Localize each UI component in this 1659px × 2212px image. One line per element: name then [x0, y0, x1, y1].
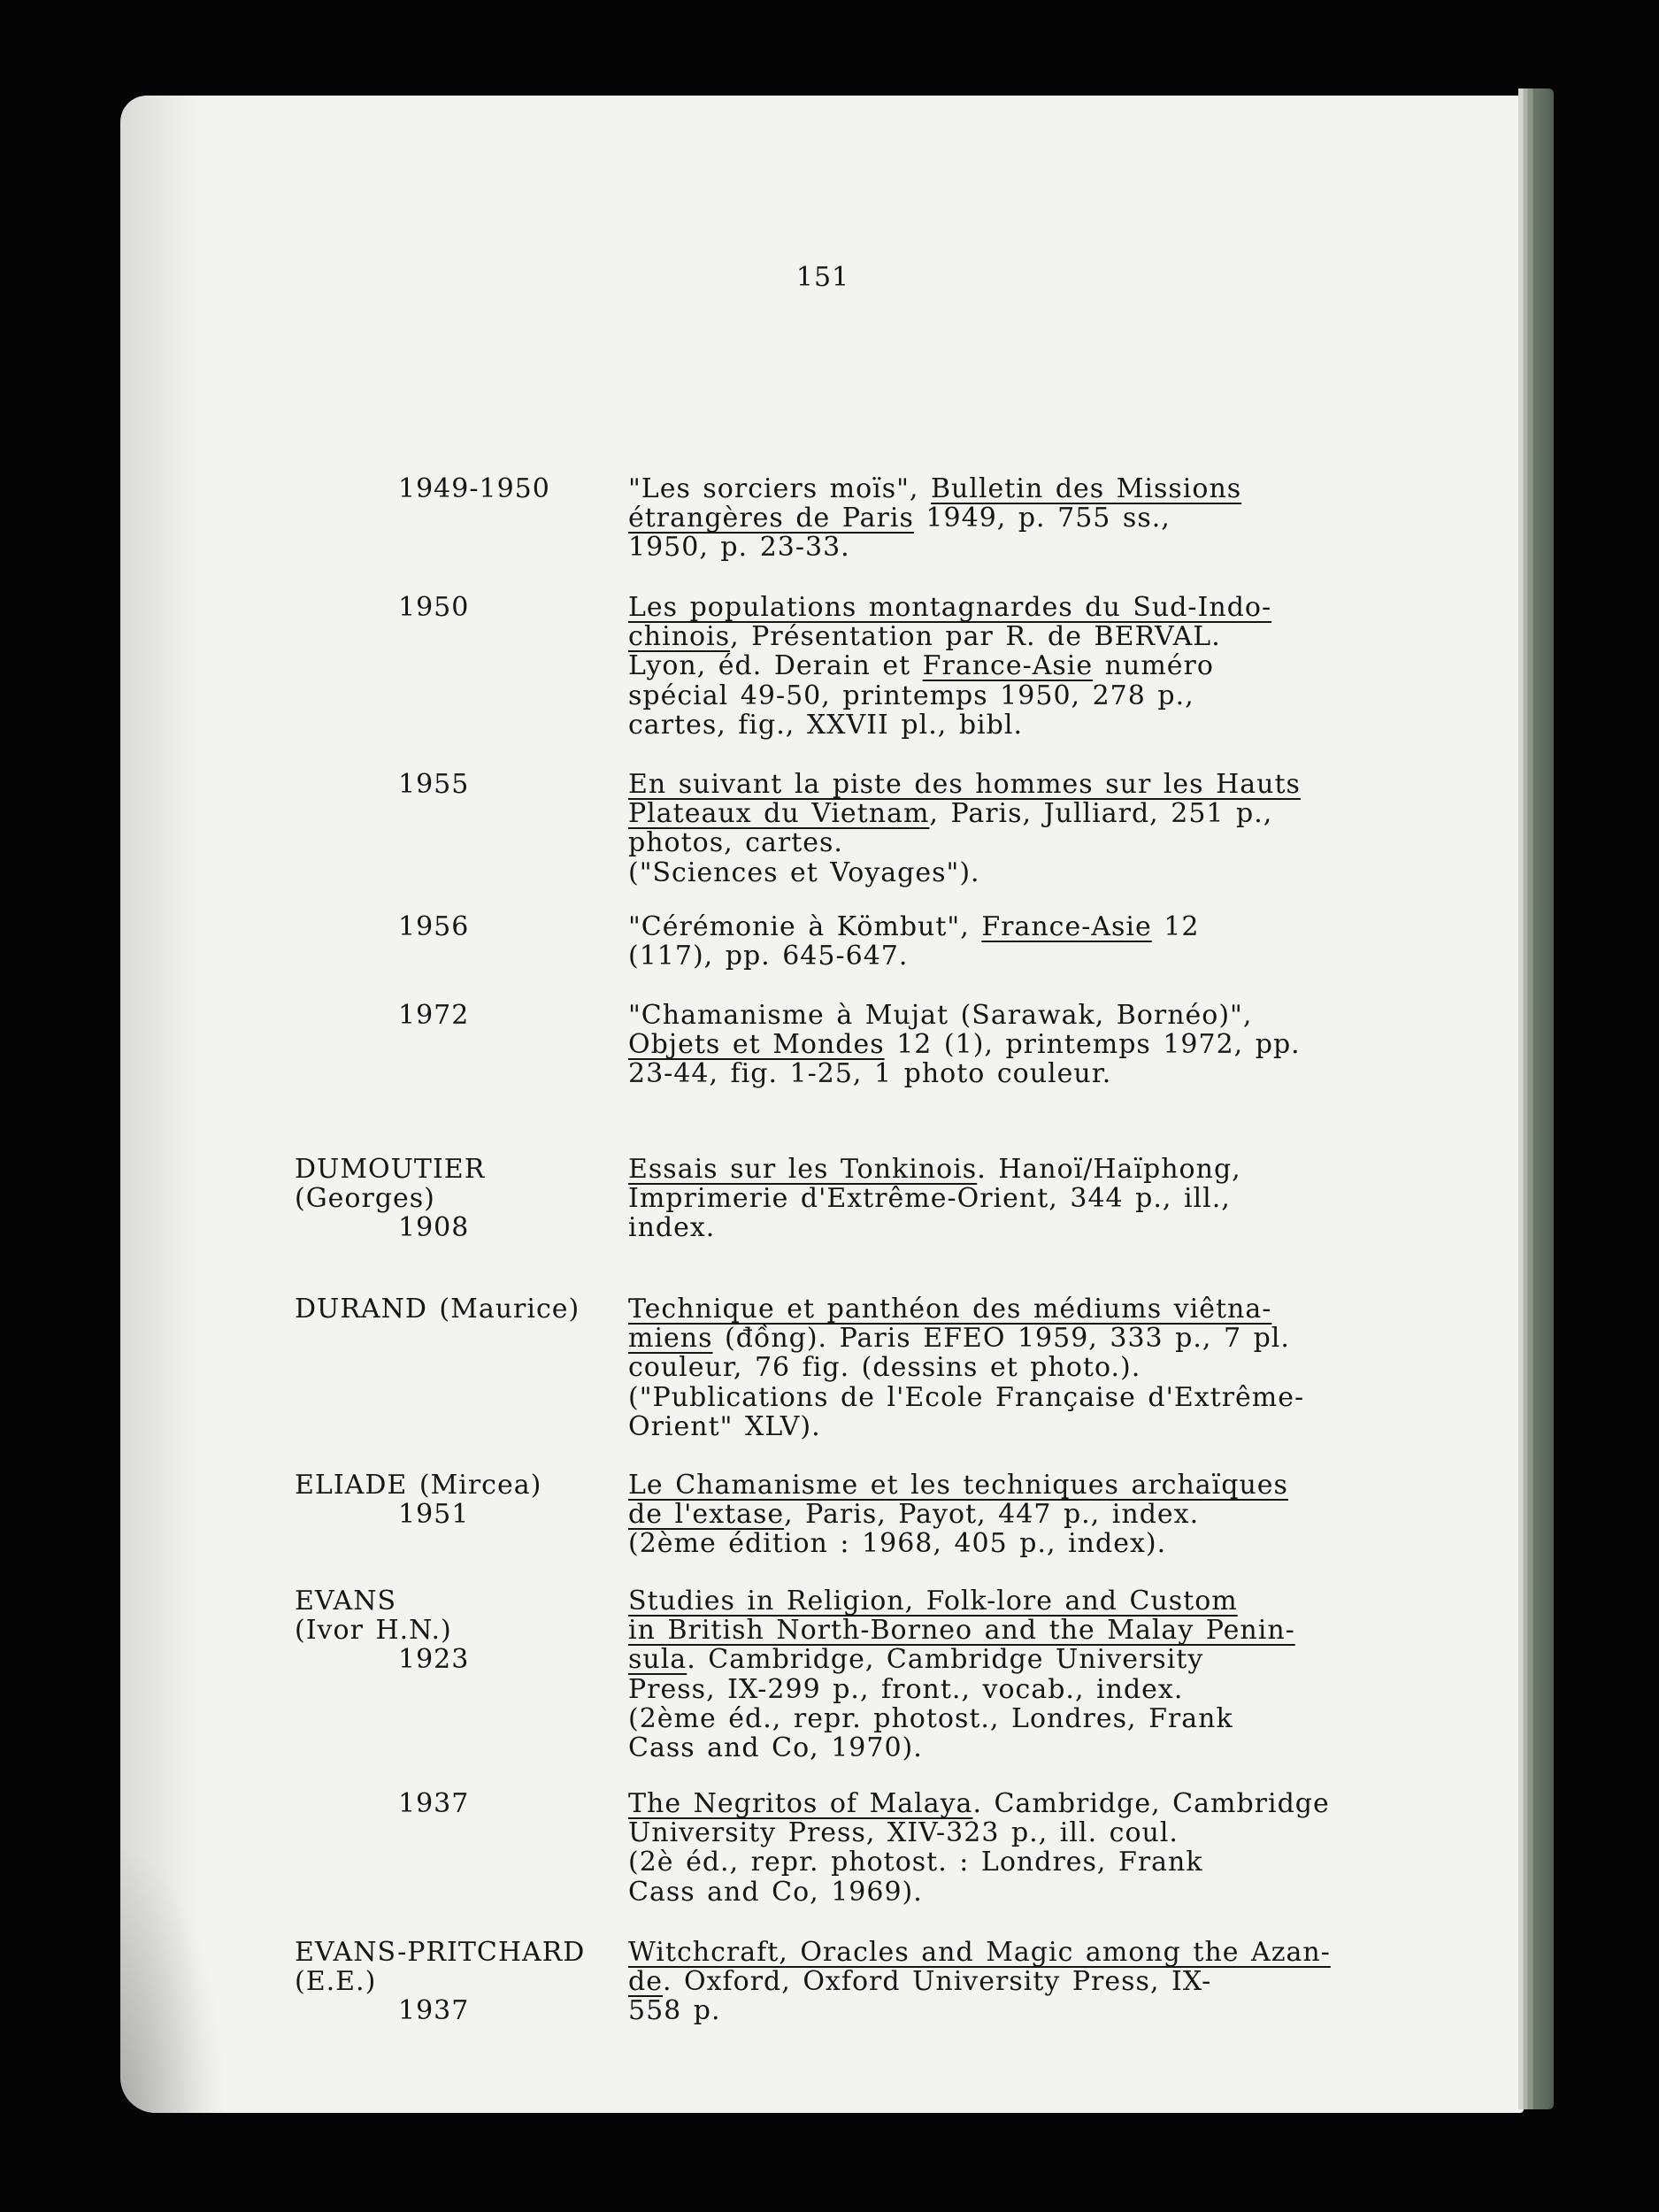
- citation-line: [628, 1645, 1295, 1674]
- citation: [628, 1586, 1295, 1763]
- citation-text: Lyon, éd. Derain et: [628, 650, 923, 682]
- author-column: [295, 1789, 469, 1818]
- citation-line: [628, 1529, 1288, 1558]
- author-column: [295, 912, 469, 941]
- author-column: [295, 1586, 469, 1675]
- entry-year: 1972: [398, 1000, 470, 1031]
- entry-year: 1951: [398, 1499, 470, 1531]
- citation-line: [628, 858, 1301, 887]
- citation-line: [628, 651, 1271, 680]
- entry-year: 1937: [398, 1995, 470, 2027]
- citation-line: [628, 503, 1241, 533]
- citation-line: [628, 533, 1241, 562]
- publication-title: Bulletin des Missions: [931, 473, 1242, 504]
- citation-text: 12 (1), printemps 1972, pp.: [884, 1029, 1301, 1061]
- author-column: [295, 593, 469, 622]
- publication-title: Witchcraft, Oracles and Magic among the Azan-: [628, 1937, 1331, 1968]
- citation-line: [628, 474, 1241, 503]
- citation-text: 23-44, fig. 1-25, 1 photo couleur.: [628, 1058, 1112, 1090]
- citation-line: [628, 828, 1301, 857]
- citation-line: [628, 1383, 1304, 1412]
- author-name: ELIADE (Mircea): [295, 1470, 542, 1501]
- citation-text: 1949, p. 755 ss.,: [913, 503, 1171, 534]
- citation: [628, 912, 1200, 971]
- entry-year: 1956: [398, 911, 470, 942]
- citation-text: 558 p.: [628, 1995, 721, 2027]
- book-page-edges: [1518, 88, 1554, 2109]
- publication-title: Essais sur les Tonkinois: [628, 1154, 978, 1185]
- author-column: [295, 1001, 469, 1030]
- citation-text: Press, IX-299 p., front., vocab., index.: [628, 1673, 1184, 1705]
- citation: [628, 474, 1241, 563]
- citation-text: . Oxford, Oxford University Press, IX-: [662, 1966, 1212, 1998]
- publication-title: Plateaux du Vietnam: [628, 798, 930, 830]
- citation-text: Cass and Co, 1969).: [628, 1876, 923, 1908]
- citation-line: [628, 1704, 1295, 1733]
- author-name: DUMOUTIER: [295, 1154, 486, 1185]
- citation-line: [628, 1471, 1288, 1500]
- citation-text: , Présentation par R. de BERVAL.: [730, 621, 1221, 653]
- citation-line: [628, 710, 1271, 740]
- citation-line: [628, 941, 1200, 971]
- citation-text: ("Publications de l'Ecole Française d'Extrême-: [628, 1381, 1305, 1413]
- citation-line: [628, 1155, 1241, 1184]
- author-column: [295, 770, 469, 799]
- citation-line: [628, 1878, 1330, 1907]
- citation-line: [628, 681, 1271, 710]
- entry-year: 1955: [398, 769, 470, 800]
- author-name: DURAND (Maurice): [295, 1294, 580, 1325]
- citation-line: [628, 1184, 1241, 1213]
- citation-text: , Paris, Payot, 447 p., index.: [784, 1499, 1200, 1531]
- entry-year: 1923: [398, 1644, 470, 1676]
- publication-title: Studies in Religion, Folk-lore and Custom: [628, 1586, 1238, 1617]
- citation-line: [628, 1938, 1331, 1967]
- citation-text: (117), pp. 645-647.: [628, 941, 909, 972]
- author-name: EVANS: [295, 1586, 396, 1617]
- citation: [628, 1471, 1288, 1559]
- citation: [628, 1789, 1330, 1907]
- citation-text: ("Sciences et Voyages").: [628, 856, 980, 888]
- author-column: [295, 1471, 541, 1529]
- citation-line: [628, 1500, 1288, 1529]
- citation-line: [628, 1733, 1295, 1763]
- citation-line: [628, 1353, 1304, 1382]
- citation-line: [628, 622, 1271, 651]
- publication-title: France-Asie: [981, 911, 1152, 942]
- citation-line: [628, 1818, 1330, 1847]
- citation-text: photos, cartes.: [628, 827, 843, 859]
- citation-line: [628, 799, 1301, 828]
- citation-text: "Cérémonie à Kömbut",: [628, 911, 982, 942]
- publication-title: The Negritos of Malaya: [628, 1788, 973, 1819]
- entry-year: 1937: [398, 1788, 470, 1819]
- publication-title: France-Asie: [922, 650, 1094, 682]
- publication-title: Les populations montagnardes du Sud-Indo-: [628, 592, 1272, 623]
- publication-title: étrangères de Paris: [628, 503, 914, 534]
- citation-line: [628, 1586, 1295, 1616]
- publication-title: miens: [628, 1323, 713, 1355]
- publication-title: chinois: [628, 621, 731, 653]
- citation-text: (2ème édition : 1968, 405 p., index).: [628, 1528, 1167, 1560]
- citation-line: [628, 1789, 1330, 1818]
- author-column: [295, 1294, 580, 1324]
- citation-text: "Chamanisme à Mujat (Sarawak, Bornéo)",: [628, 1000, 1253, 1031]
- citation-line: [628, 1412, 1304, 1441]
- author-column: [295, 1155, 485, 1243]
- publication-title: Objets et Mondes: [628, 1029, 885, 1061]
- citation-line: [628, 912, 1200, 941]
- publication-title: sula: [628, 1644, 687, 1676]
- citation-text: 12: [1151, 911, 1200, 942]
- author-name: (Georges): [295, 1183, 435, 1215]
- citation: [628, 770, 1301, 887]
- citation-text: numéro: [1093, 650, 1214, 682]
- citation-line: [628, 1030, 1301, 1059]
- citation-text: "Les sorciers moïs",: [628, 473, 931, 504]
- citation: [628, 1294, 1304, 1441]
- citation-text: , Paris, Julliard, 251 p.,: [929, 798, 1273, 830]
- entry-year: 1950: [398, 592, 470, 623]
- citation-line: [628, 593, 1271, 622]
- entry-year: 1949-1950: [398, 473, 550, 504]
- publication-title: Le Chamanisme et les techniques archaïques: [628, 1470, 1288, 1501]
- citation-text: (đồng). Paris EFEO 1959, 333 p., 7 pl.: [712, 1323, 1290, 1355]
- citation-text: (2ème éd., repr. photost., Londres, Frank: [628, 1702, 1233, 1734]
- publication-title: de l'extase: [628, 1499, 785, 1531]
- citation-text: 1950, p. 23-33.: [628, 532, 850, 564]
- citation-text: . Hanoï/Haïphong,: [977, 1154, 1241, 1185]
- citation-line: [628, 1324, 1304, 1353]
- citation-text: Imprimerie d'Extrême-Orient, 344 p., ill.,: [628, 1183, 1231, 1215]
- author-name: EVANS-PRITCHARD: [295, 1937, 586, 1968]
- citation-text: . Cambridge, Cambridge: [972, 1788, 1330, 1819]
- citation: [628, 593, 1271, 740]
- citation-line: [628, 1967, 1331, 1996]
- page-gutter-shadow: [120, 96, 200, 2113]
- publication-title: de: [628, 1966, 663, 1998]
- citation-line: [628, 1001, 1301, 1030]
- citation-line: [628, 1847, 1330, 1877]
- citation-line: [628, 1059, 1301, 1088]
- publication-title: En suivant la piste des hommes sur les Hauts: [628, 769, 1301, 800]
- page-corner-curl: [120, 1840, 227, 2113]
- publication-title: in British North-Borneo and the Malay Penin-: [628, 1615, 1295, 1647]
- citation-line: [628, 1996, 1331, 2025]
- author-column: [295, 1938, 585, 2026]
- entry-year: 1908: [398, 1212, 470, 1244]
- citation: [628, 1001, 1301, 1089]
- citation-text: couleur, 76 fig. (dessins et photo.).: [628, 1352, 1141, 1384]
- page-number: 151: [795, 262, 850, 293]
- citation: [628, 1938, 1331, 2026]
- citation-text: (2è éd., repr. photost. : Londres, Frank: [628, 1847, 1203, 1878]
- citation-text: University Press, XIV-323 p., ill. coul.: [628, 1817, 1179, 1849]
- citation-line: [628, 1616, 1295, 1645]
- citation-line: [628, 1213, 1241, 1242]
- citation-line: [628, 1675, 1295, 1704]
- citation-text: spécial 49-50, printemps 1950, 278 p.,: [628, 680, 1194, 711]
- citation-text: cartes, fig., XXVII pl., bibl.: [628, 709, 1023, 741]
- author-name: (E.E.): [295, 1966, 377, 1998]
- citation-line: [628, 1294, 1304, 1324]
- citation-text: index.: [628, 1212, 716, 1244]
- citation: [628, 1155, 1241, 1243]
- citation-text: Orient" XLV).: [628, 1410, 821, 1442]
- citation-text: . Cambridge, Cambridge University: [687, 1644, 1204, 1676]
- publication-title: Technique et panthéon des médiums viêtna-: [628, 1294, 1272, 1325]
- citation-line: [628, 770, 1301, 799]
- citation-text: Cass and Co, 1970).: [628, 1732, 923, 1763]
- author-name: (Ivor H.N.): [295, 1615, 452, 1647]
- author-column: [295, 474, 550, 503]
